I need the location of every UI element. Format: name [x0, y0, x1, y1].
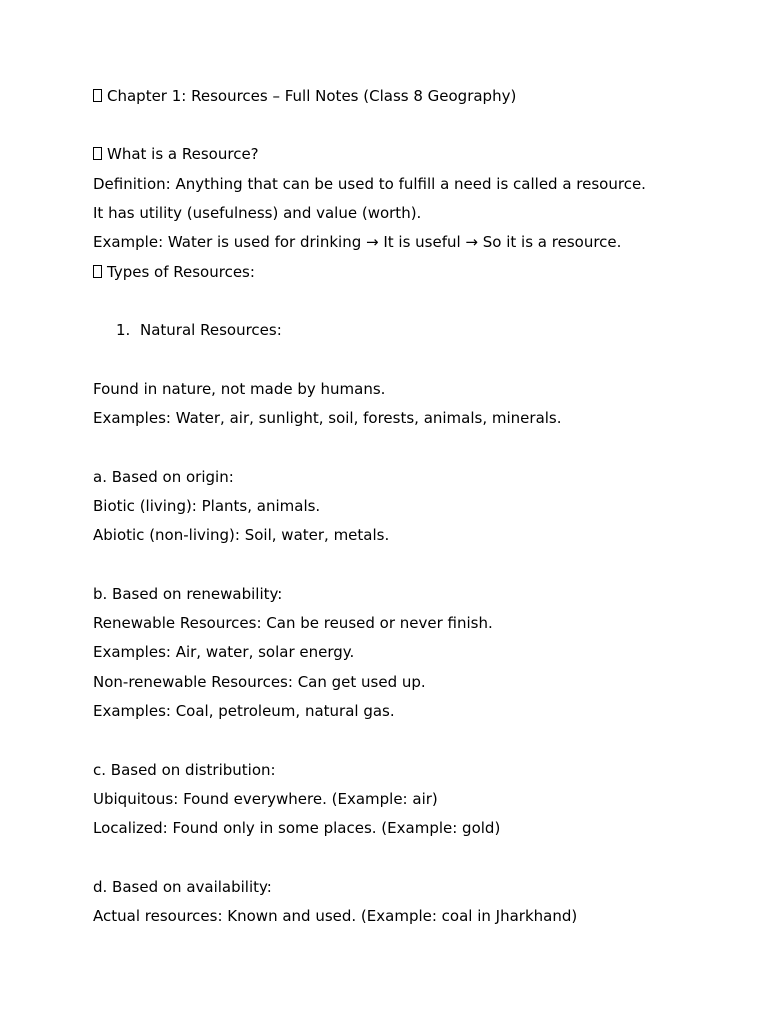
non-renewable-line: Non-renewable Resources: Can get used up.: [93, 673, 426, 691]
utility-line: It has utility (usefulness) and value (worth).: [93, 204, 422, 222]
natural-examples-line: Examples: Water, air, sunlight, soil, forests, animals, minerals.: [93, 409, 562, 427]
section-heading-types-text: Types of Resources:: [107, 263, 255, 281]
section-heading-types: [93, 262, 255, 282]
origin-heading: a. Based on origin:: [93, 468, 234, 486]
ubiquitous-line: Ubiquitous: Found everywhere. (Example: air): [93, 790, 438, 808]
document-title: [93, 86, 516, 106]
definition-line: Definition: Anything that can be used to fulfill a need is called a resource.: [93, 175, 646, 193]
distribution-heading: c. Based on distribution:: [93, 761, 276, 779]
list-item-number: 1.: [116, 321, 131, 339]
list-item-natural-resources: [116, 320, 282, 340]
abiotic-line: Abiotic (non-living): Soil, water, metals.: [93, 526, 390, 544]
renewable-examples-line: Examples: Air, water, solar energy.: [93, 643, 355, 661]
actual-resources-line: Actual resources: Known and used. (Example: coal in Jharkhand): [93, 907, 578, 925]
biotic-line: Biotic (living): Plants, animals.: [93, 497, 321, 515]
missing-glyph-icon: [93, 89, 102, 102]
example-water-line: Example: Water is used for drinking → It is useful → So it is a resource.: [93, 233, 622, 251]
section-heading-what-text: What is a Resource?: [107, 145, 259, 163]
list-item-label: Natural Resources:: [140, 321, 282, 339]
document-title-text: Chapter 1: Resources – Full Notes (Class 8 Geography): [107, 87, 517, 105]
availability-heading: d. Based on availability:: [93, 878, 272, 896]
missing-glyph-icon: [93, 265, 102, 278]
renewability-heading: b. Based on renewability:: [93, 585, 283, 603]
found-in-nature-line: Found in nature, not made by humans.: [93, 380, 386, 398]
section-heading-what: [93, 144, 259, 164]
renewable-line: Renewable Resources: Can be reused or never finish.: [93, 614, 493, 632]
non-renewable-examples-line: Examples: Coal, petroleum, natural gas.: [93, 702, 395, 720]
localized-line: Localized: Found only in some places. (Example: gold): [93, 819, 501, 837]
missing-glyph-icon: [93, 147, 102, 160]
